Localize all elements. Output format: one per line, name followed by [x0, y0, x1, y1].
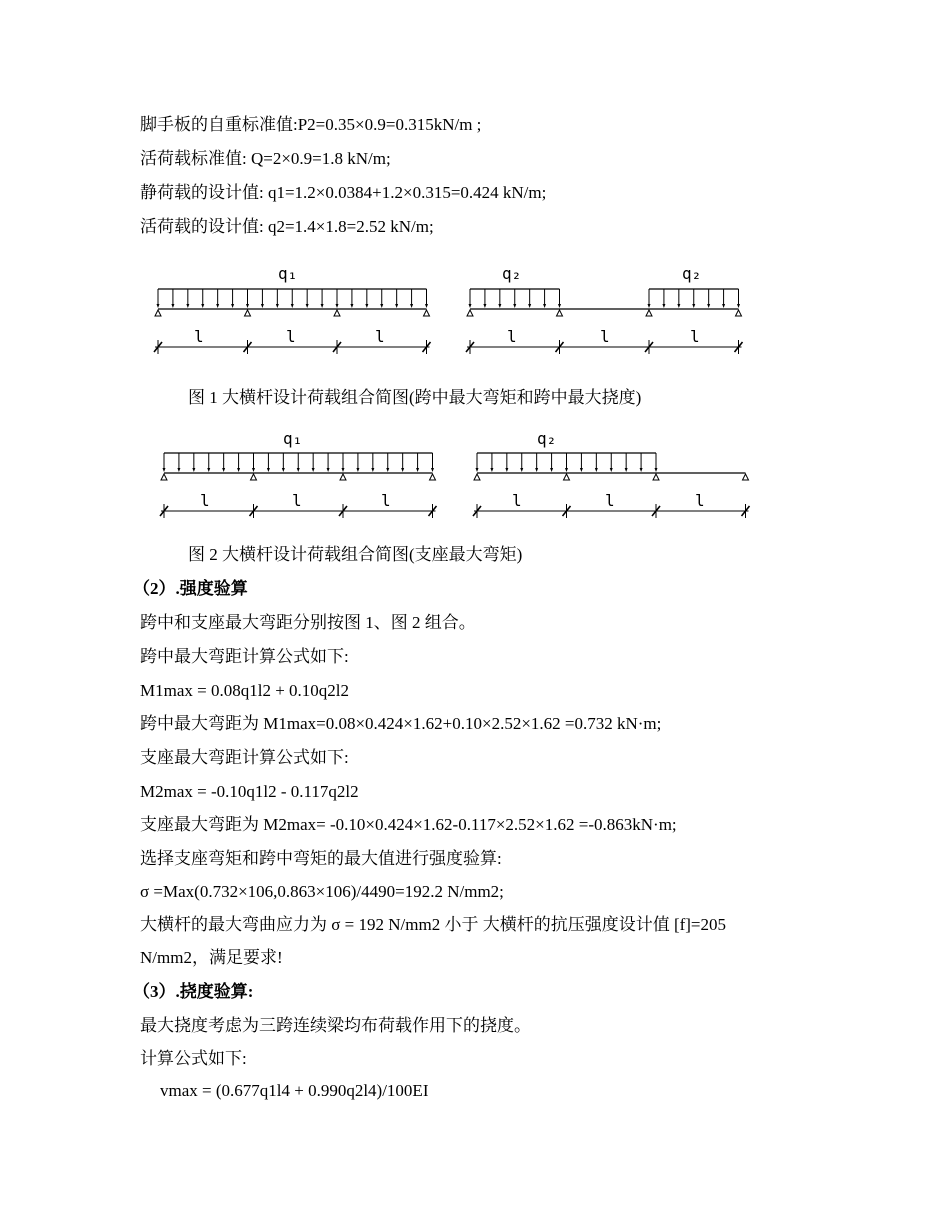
- section3-p1: 最大挠度考虑为三跨连续梁均布荷载作用下的挠度。: [140, 1016, 531, 1035]
- arrow-head: [528, 304, 531, 308]
- text-live-load-std: 活荷载标准值: Q=2×0.9=1.8 kN/m;: [140, 149, 391, 168]
- figure1-caption: 图 1 大横杆设计荷载组合简图(跨中最大弯矩和跨中最大挠度): [188, 388, 642, 407]
- support-icon: [245, 310, 251, 316]
- arrow-head: [395, 304, 398, 308]
- figure2-right-span-label-3: l: [695, 491, 705, 510]
- arrow-head: [580, 468, 583, 472]
- arrow-head: [201, 304, 204, 308]
- arrow-head: [498, 304, 501, 308]
- support-icon: [557, 310, 563, 316]
- arrow-head: [216, 304, 219, 308]
- section2-p5: 支座最大弯距计算公式如下:: [140, 748, 349, 767]
- arrow-head: [483, 304, 486, 308]
- arrow-head: [520, 468, 523, 472]
- section2-p1: 跨中和支座最大弯距分别按图 1、图 2 组合。: [140, 613, 476, 632]
- section2-p8: 选择支座弯矩和跨中弯矩的最大值进行强度验算:: [140, 849, 502, 868]
- support-icon: [155, 310, 161, 316]
- support-icon: [334, 310, 340, 316]
- section2-p2: 跨中最大弯距计算公式如下:: [140, 647, 349, 666]
- figure1-left-span-label-2: l: [286, 327, 296, 346]
- arrow-head: [737, 304, 740, 308]
- arrow-head: [425, 304, 428, 308]
- support-icon: [161, 474, 167, 480]
- arrow-head: [662, 304, 665, 308]
- figure1-left-span-label-1: l: [194, 327, 204, 346]
- arrow-head: [267, 468, 270, 472]
- figure2-right-span-label-1: l: [512, 491, 522, 510]
- arrow-head: [336, 304, 339, 308]
- arrow-head: [565, 468, 568, 472]
- support-icon: [736, 310, 742, 316]
- arrow-head: [350, 304, 353, 308]
- arrow-head: [625, 468, 628, 472]
- arrow-head: [595, 468, 598, 472]
- text-self-weight: 脚手板的自重标准值:P2=0.35×0.9=0.315kN/m ;: [140, 115, 482, 134]
- figure2-left-span-label-3: l: [381, 491, 391, 510]
- figure1-right-span-label-3: l: [690, 327, 700, 346]
- arrow-head: [222, 468, 225, 472]
- support-icon: [340, 474, 346, 480]
- support-icon: [430, 474, 436, 480]
- figure1-right-load-label-2: q₂: [682, 264, 702, 283]
- arrow-head: [543, 304, 546, 308]
- arrow-head: [550, 468, 553, 472]
- arrow-head: [371, 468, 374, 472]
- figure1-left-load-label: q₁: [278, 264, 298, 283]
- figure2-caption: 图 2 大横杆设计荷载组合简图(支座最大弯矩): [188, 545, 523, 564]
- arrow-head: [655, 468, 658, 472]
- arrow-head: [231, 304, 234, 308]
- arrow-head: [692, 304, 695, 308]
- arrow-head: [246, 304, 249, 308]
- arrow-head: [513, 304, 516, 308]
- arrow-head: [282, 468, 285, 472]
- arrow-head: [410, 304, 413, 308]
- arrow-head: [431, 468, 434, 472]
- arrow-head: [386, 468, 389, 472]
- arrow-head: [610, 468, 613, 472]
- figure1-right-span-label-2: l: [600, 327, 610, 346]
- text-dead-load-design: 静荷载的设计值: q1=1.2×0.0384+1.2×0.315=0.424 kN/m;: [140, 183, 547, 202]
- support-icon: [743, 474, 749, 480]
- section2-p7: 支座最大弯距为 M2max= -0.10×0.424×1.62-0.117×2.52×1.62 =-0.863kN·m;: [140, 815, 677, 834]
- figure1-diagram: [150, 262, 750, 357]
- figure2-left-span-label-2: l: [292, 491, 302, 510]
- figure2-left-load-label: q₁: [283, 429, 303, 448]
- section3-heading: （3）.挠度验算:: [133, 982, 254, 1001]
- arrow-head: [237, 468, 240, 472]
- support-icon: [564, 474, 570, 480]
- figure2-right-load-label: q₂: [537, 429, 557, 448]
- support-icon: [646, 310, 652, 316]
- arrow-head: [469, 304, 472, 308]
- support-icon: [653, 474, 659, 480]
- arrow-head: [505, 468, 508, 472]
- section2-formula-m2: M2max = -0.10q1l2 - 0.117q2l2: [140, 782, 359, 801]
- arrow-head: [677, 304, 680, 308]
- arrow-head: [490, 468, 493, 472]
- arrow-head: [476, 468, 479, 472]
- section2-p10: 大横杆的最大弯曲应力为 σ = 192 N/mm2 小于 大横杆的抗压强度设计值 [f]=205: [140, 915, 727, 934]
- arrow-head: [356, 468, 359, 472]
- arrow-head: [291, 304, 294, 308]
- arrow-head: [276, 304, 279, 308]
- figure2-left-span-label-1: l: [200, 491, 210, 510]
- section3-formula-vmax: vmax = (0.677q1l4 + 0.990q2l4)/100EI: [160, 1081, 429, 1100]
- arrow-head: [321, 304, 324, 308]
- support-icon: [474, 474, 480, 480]
- arrow-head: [327, 468, 330, 472]
- arrow-head: [306, 304, 309, 308]
- arrow-head: [640, 468, 643, 472]
- arrow-head: [207, 468, 210, 472]
- figure2-diagram: [150, 426, 760, 521]
- arrow-head: [252, 468, 255, 472]
- arrow-head: [171, 304, 174, 308]
- arrow-head: [416, 468, 419, 472]
- arrow-head: [648, 304, 651, 308]
- arrow-head: [261, 304, 264, 308]
- figure2-right-span-label-2: l: [605, 491, 615, 510]
- arrow-head: [177, 468, 180, 472]
- section2-heading: （2）.强度验算: [133, 579, 248, 598]
- support-icon: [251, 474, 257, 480]
- section2-formula-m1: M1max = 0.08q1l2 + 0.10q2l2: [140, 681, 350, 700]
- arrow-head: [558, 304, 561, 308]
- section2-p4: 跨中最大弯距为 M1max=0.08×0.424×1.62+0.10×2.52×1.62 =0.732 kN·m;: [140, 714, 662, 733]
- section2-p11: N/mm2，满足要求!: [140, 948, 283, 967]
- section3-p2: 计算公式如下:: [140, 1049, 247, 1068]
- arrow-head: [365, 304, 368, 308]
- arrow-head: [312, 468, 315, 472]
- arrow-head: [192, 468, 195, 472]
- arrow-head: [535, 468, 538, 472]
- arrow-head: [163, 468, 166, 472]
- support-icon: [467, 310, 473, 316]
- arrow-head: [707, 304, 710, 308]
- figure1-right-load-label-1: q₂: [502, 264, 522, 283]
- arrow-head: [380, 304, 383, 308]
- support-icon: [424, 310, 430, 316]
- figure1-right-span-label-1: l: [507, 327, 517, 346]
- section2-sigma: σ =Max(0.732×106,0.863×106)/4490=192.2 N/mm2;: [140, 882, 504, 901]
- arrow-head: [722, 304, 725, 308]
- arrow-head: [401, 468, 404, 472]
- arrow-head: [186, 304, 189, 308]
- arrow-head: [342, 468, 345, 472]
- arrow-head: [157, 304, 160, 308]
- figure1-left-span-label-3: l: [375, 327, 385, 346]
- arrow-head: [297, 468, 300, 472]
- text-live-load-design: 活荷载的设计值: q2=1.4×1.8=2.52 kN/m;: [140, 217, 434, 236]
